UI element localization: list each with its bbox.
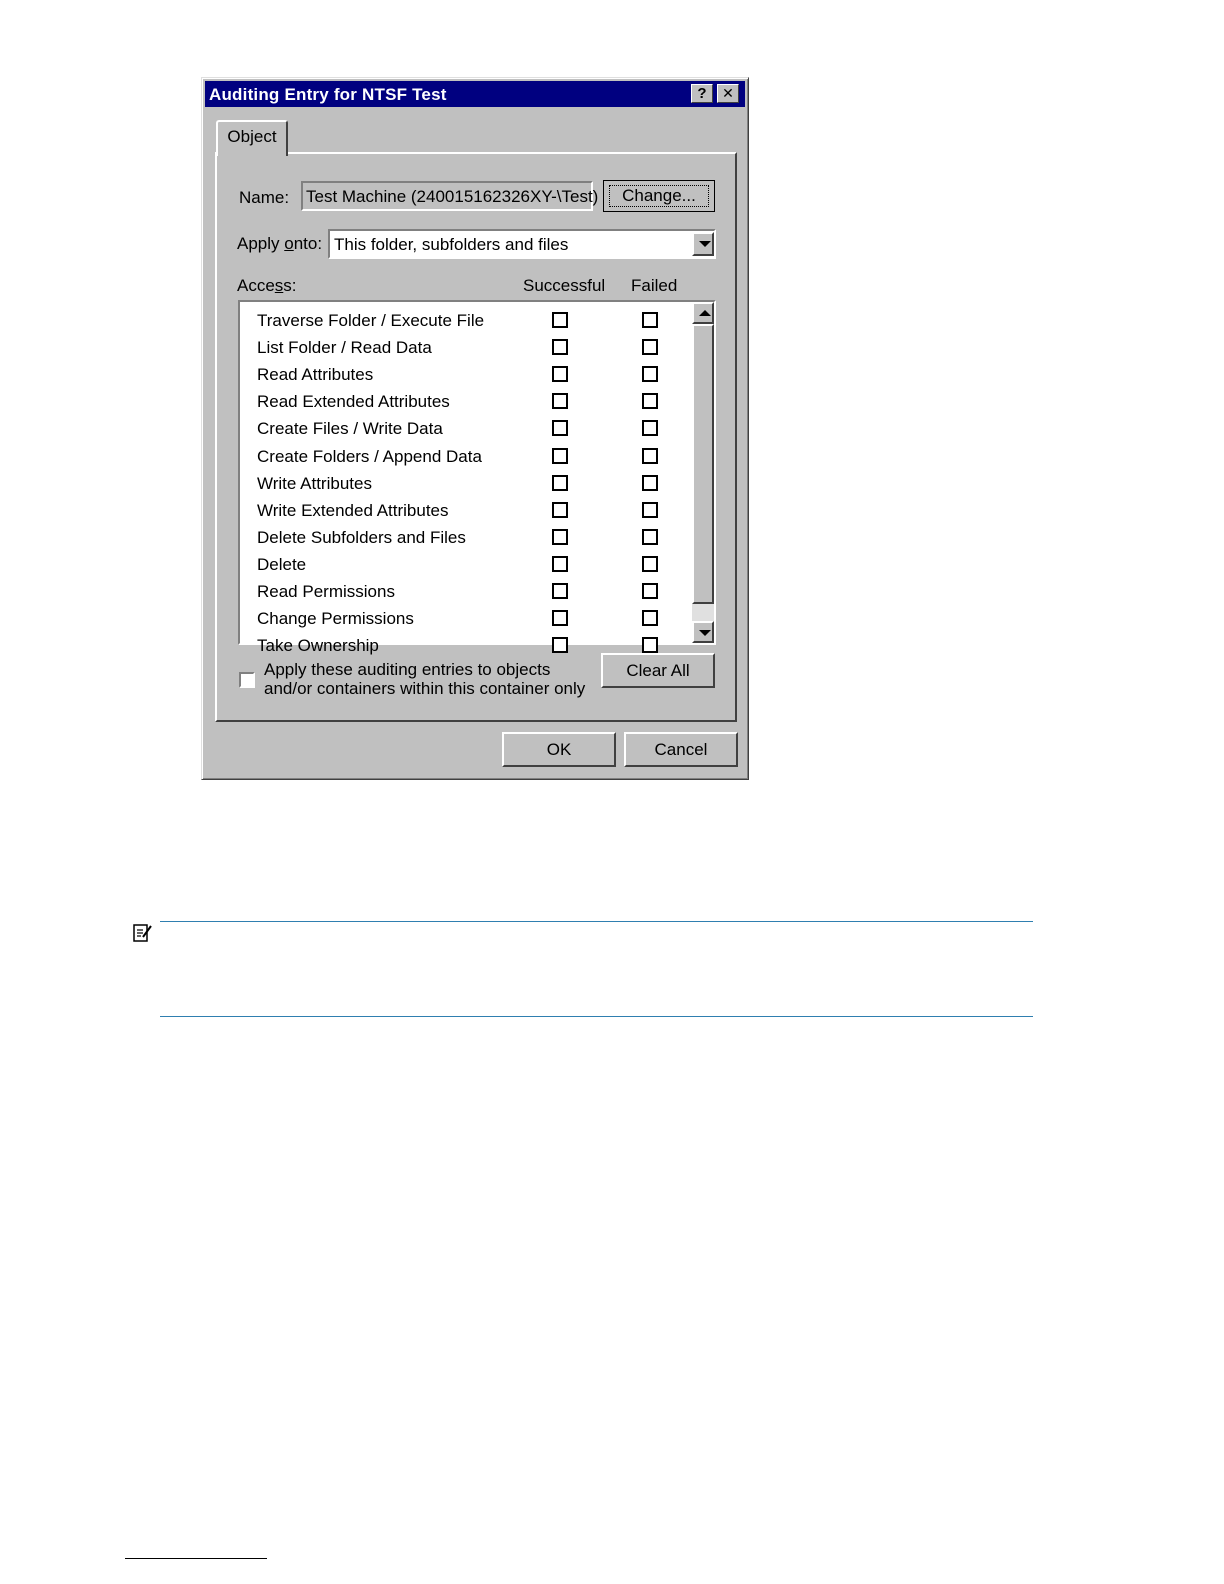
scroll-up-button[interactable] [692, 302, 714, 324]
permission-row [240, 334, 690, 361]
failed-checkbox[interactable] [642, 312, 658, 328]
column-header-failed: Failed [631, 276, 678, 295]
chevron-down-icon [699, 630, 711, 636]
cancel-button[interactable]: Cancel [624, 732, 738, 767]
permission-name: Take Ownership [257, 636, 379, 656]
note-icon [132, 922, 154, 944]
successful-checkbox[interactable] [552, 502, 568, 518]
note-top-rule [160, 921, 1033, 922]
permission-name: Read Attributes [257, 365, 374, 385]
note-bottom-rule [160, 1016, 1033, 1017]
close-button[interactable]: ✕ [717, 84, 739, 103]
failed-checkbox[interactable] [642, 529, 658, 545]
permission-row [240, 497, 690, 524]
successful-checkbox[interactable] [552, 529, 568, 545]
permission-name: Write Extended Attributes [257, 500, 449, 520]
permission-name: Read Permissions [257, 582, 395, 601]
failed-checkbox[interactable] [642, 366, 658, 382]
permission-row [240, 415, 690, 442]
failed-checkbox[interactable] [642, 502, 658, 518]
name-label: Name: [239, 188, 290, 207]
permissions-list[interactable] [238, 300, 716, 656]
permission-name: Delete [257, 554, 307, 574]
clear-all-button[interactable]: Clear All [601, 653, 715, 688]
permission-row [240, 388, 690, 415]
failed-checkbox[interactable] [642, 475, 658, 491]
failed-checkbox[interactable] [642, 583, 658, 599]
permission-name: Delete Subfolders and Files [257, 527, 466, 547]
permission-row [240, 307, 690, 334]
ok-button[interactable]: OK [502, 732, 616, 767]
scroll-thumb[interactable] [692, 324, 714, 604]
auditing-entry-dialog [201, 77, 749, 780]
help-button[interactable]: ? [691, 84, 713, 103]
dropdown-button[interactable] [692, 232, 714, 256]
list-scrollbar[interactable] [692, 302, 714, 643]
apply-checkbox-label-line2: and/or containers within this container only [264, 679, 586, 698]
permission-row [240, 361, 690, 388]
name-field [301, 181, 599, 211]
permission-row [240, 524, 690, 551]
failed-checkbox[interactable] [642, 339, 658, 355]
successful-checkbox[interactable] [552, 312, 568, 328]
permission-name: Change Permissions [257, 609, 414, 629]
permission-name: Write Attributes [257, 473, 372, 493]
failed-checkbox[interactable] [642, 420, 658, 436]
permission-name: Read Extended Attributes [257, 392, 450, 412]
successful-checkbox[interactable] [552, 339, 568, 355]
permission-name: List Folder / Read Data [257, 338, 432, 358]
failed-checkbox[interactable] [642, 637, 658, 653]
footnote-rule [125, 1558, 267, 1559]
change-button-label: Change... [622, 186, 696, 205]
apply-onto-select[interactable] [328, 229, 716, 259]
failed-checkbox[interactable] [642, 448, 658, 464]
column-header-successful: Successful [523, 276, 606, 295]
permission-row [240, 605, 690, 632]
tab-object[interactable]: Object [216, 120, 288, 156]
chevron-down-icon [699, 241, 711, 247]
successful-checkbox[interactable] [552, 556, 568, 572]
apply-onto-label: Apply onto: [237, 234, 323, 253]
failed-checkbox[interactable] [642, 556, 658, 572]
permission-row [240, 551, 690, 578]
name-value: Test Machine (240015162326XY-\Test) [306, 187, 599, 206]
scroll-down-button[interactable] [692, 621, 714, 643]
failed-checkbox[interactable] [642, 610, 658, 626]
successful-checkbox[interactable] [552, 583, 568, 599]
title-bar[interactable] [205, 81, 745, 107]
dialog-title: Auditing Entry for NTSF Test [209, 85, 447, 104]
successful-checkbox[interactable] [552, 637, 568, 653]
permission-row [240, 470, 690, 497]
access-label: Access: [237, 276, 297, 295]
chevron-up-icon [699, 310, 711, 316]
permission-name: Create Folders / Append Data [257, 446, 482, 466]
successful-checkbox[interactable] [552, 448, 568, 464]
successful-checkbox[interactable] [552, 366, 568, 382]
successful-checkbox[interactable] [552, 393, 568, 409]
permission-row [240, 443, 690, 470]
failed-checkbox[interactable] [642, 393, 658, 409]
apply-onto-value: This folder, subfolders and files [334, 235, 569, 254]
permission-row [240, 578, 690, 605]
successful-checkbox[interactable] [552, 420, 568, 436]
successful-checkbox[interactable] [552, 475, 568, 491]
permission-name: Create Files / Write Data [257, 419, 443, 439]
apply-container-only-checkbox[interactable] [239, 672, 255, 688]
permission-name: Traverse Folder / Execute File [257, 311, 485, 330]
change-button[interactable] [603, 180, 715, 212]
apply-checkbox-label-line1: Apply these auditing entries to objects [264, 660, 551, 679]
successful-checkbox[interactable] [552, 610, 568, 626]
